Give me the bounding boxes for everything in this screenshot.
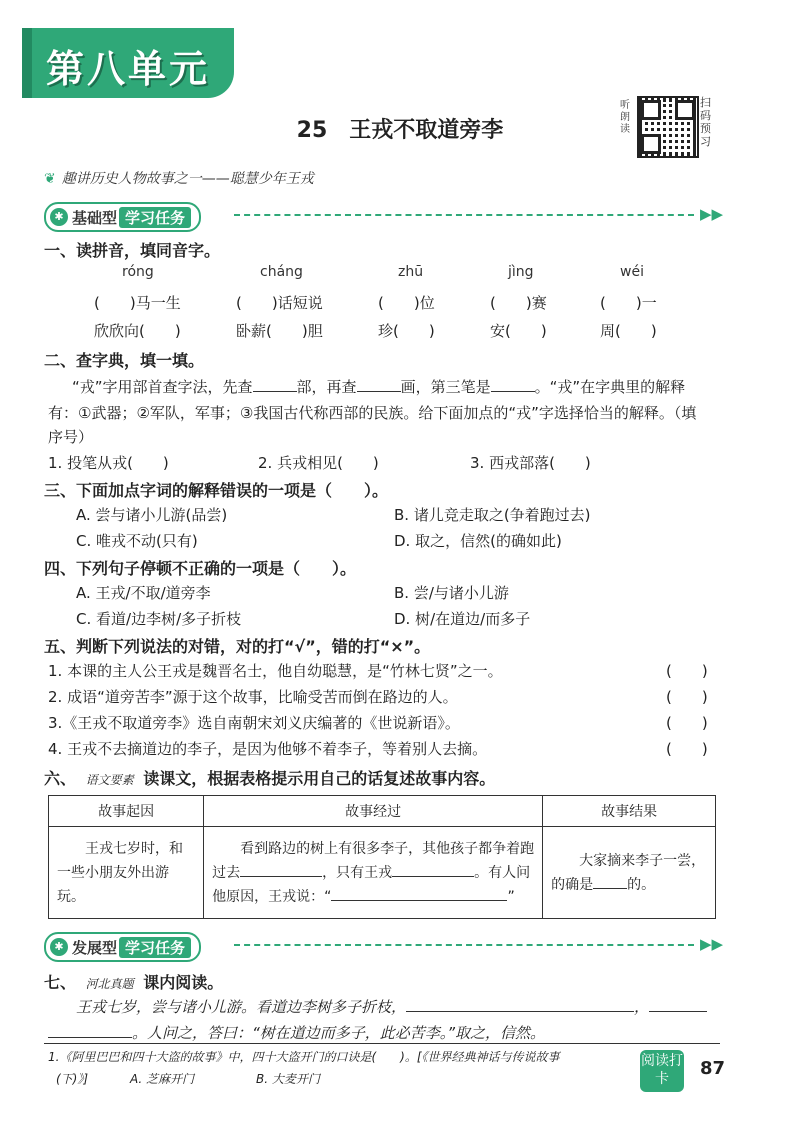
qr-eye (641, 100, 661, 120)
q2-item[interactable]: 2. 兵戎相见( ) (258, 454, 379, 472)
q5-statement: 1. 本课的主人公王戎是魏晋名士，他自幼聪慧，是“竹林七贤”之一。 (48, 662, 503, 680)
table-header-process: 故事经过 (204, 796, 543, 827)
blank-passage-3[interactable] (48, 1037, 132, 1038)
q5-answer-bracket[interactable]: ( ) (666, 688, 708, 706)
footer-question-cont: (下)》] (56, 1072, 89, 1086)
q5-answer-bracket[interactable]: ( ) (666, 740, 708, 758)
q5-answer-bracket[interactable]: ( ) (666, 662, 708, 680)
q2-paragraph-line1: “戎”字用部首查字法，先查 部，再查 画，第三笔是 。“戎”在字典里的解释 (72, 378, 686, 396)
qr-block[interactable] (620, 96, 720, 156)
lightbulb-icon: ✱ (50, 938, 68, 956)
table-cell-process: 看到路边的树上有很多李子，其他孩子都争着跑 过去 ，只有王戎 。有人问 他原因，王戎说：“ ” (204, 827, 543, 919)
pinyin-5: wéi (620, 264, 644, 280)
q1-row2-item[interactable]: 卧薪( )胆 (236, 322, 323, 340)
q7-passage-line1: 王戎七岁，尝与诸小儿游。看道边李树多子折枝， ， (76, 996, 707, 1017)
leaf-icon: ❦ (44, 171, 56, 187)
qr-preview-label: 扫码预习 (700, 96, 711, 148)
q1-row1-item[interactable]: ( )一 (600, 294, 657, 312)
page-number: 87 (700, 1058, 726, 1079)
q1-row1-item[interactable]: ( )话短说 (236, 294, 323, 312)
story-table (48, 795, 716, 919)
q1-row2-item[interactable]: 周( ) (600, 322, 657, 340)
double-arrow-icon: ▶▶ (700, 205, 724, 223)
pinyin-3: zhū (398, 264, 424, 280)
table-cell-result: 大家摘来李子一尝， 的确是 的。 (543, 827, 716, 919)
q5-answer-bracket[interactable]: ( ) (666, 714, 708, 732)
pinyin-4: jìng (508, 264, 534, 280)
q5-statement: 2. 成语“道旁苦李”源于这个故事，比喻受苦而倒在路边的人。 (48, 688, 458, 706)
q1-heading: 一、读拼音，填同音字。 (44, 241, 221, 260)
q1-row2-item[interactable]: 欣欣向( ) (94, 322, 181, 340)
pinyin-2: cháng (260, 264, 303, 280)
q5-heading: 五、判断下列说法的对错，对的打“√”，错的打“×”。 (44, 637, 431, 656)
q6-tag: 语文要素 (85, 773, 134, 787)
q7-heading: 七、 河北真题 课内阅读。 (44, 973, 224, 992)
q1-row2-item[interactable]: 安( ) (490, 322, 547, 340)
qr-code-icon[interactable] (637, 96, 699, 158)
q4-heading: 四、下列句子停顿不正确的一项是（ ）。 (44, 559, 357, 578)
footer-question: 1.《阿里巴巴和四十大盗的故事》中，四十大盗开门的口诀是( )。[《世界经典神话与传说故事 (48, 1050, 560, 1064)
blank-passage-2[interactable] (649, 1011, 707, 1012)
section-basic (44, 202, 724, 228)
q3-option-b[interactable]: B. 诸儿竞走取之(争着跑过去) (394, 506, 591, 524)
q4-option-b[interactable]: B. 尝/与诸小儿游 (394, 584, 509, 602)
unit-label: 第八单元 (46, 47, 211, 91)
q2-paragraph-line3: 序号） (48, 428, 94, 446)
reading-checkin-badge: 阅读打卡 (640, 1050, 684, 1092)
q5-statement: 3.《王戎不取道旁李》选自南朝宋刘义庆编著的《世说新语》。 (48, 714, 460, 732)
section-development (44, 932, 724, 958)
table-header-result: 故事结果 (543, 796, 716, 827)
double-arrow-icon: ▶▶ (700, 935, 724, 953)
section-divider (234, 944, 694, 946)
table-cell-cause: 王戎七岁时，和一些小朋友外出游玩。 (49, 827, 204, 919)
blank-passage-1[interactable] (406, 1011, 634, 1012)
blank-wangrong-reply[interactable] (331, 900, 507, 901)
q3-heading: 三、下面加点字词的解释错误的一项是（ ）。 (44, 481, 389, 500)
q3-option-c[interactable]: C. 唯戎不动(只有) (76, 532, 198, 550)
q4-option-c[interactable]: C. 看道/边李树/多子折枝 (76, 610, 242, 628)
q3-option-d[interactable]: D. 取之，信然(的确如此) (394, 532, 562, 550)
q7-passage-line2: 。人问之，答曰：“树在道边而多子，此必苦李。”取之，信然。 (48, 1022, 545, 1043)
q4-option-a[interactable]: A. 王戎/不取/道旁李 (76, 584, 211, 602)
q4-option-d[interactable]: D. 树/在道边/而多子 (394, 610, 531, 628)
qr-eye (641, 134, 661, 154)
blank-result[interactable] (593, 888, 627, 889)
unit-tab (22, 28, 234, 98)
table-header-cause: 故事起因 (49, 796, 204, 827)
q2-paragraph-line2: 有：①武器；②军队，军事；③我国古代称西部的民族。给下面加点的“戎”字选择恰当的解释。（填 (48, 404, 697, 422)
footer-option-b[interactable]: B. 大麦开门 (256, 1072, 320, 1086)
section-divider (234, 214, 694, 216)
q1-row2-item[interactable]: 珍( ) (378, 322, 435, 340)
blank-others-action[interactable] (240, 876, 322, 877)
section-badge: ✱ 发展型 学习任务 (44, 932, 201, 962)
lesson-subtitle: ❦ 趣讲历史人物故事之一——聪慧少年王戎 (44, 171, 314, 187)
q7-tag: 河北真题 (85, 977, 134, 991)
qr-eye (675, 100, 695, 120)
q2-heading: 二、查字典，填一填。 (44, 351, 205, 370)
pinyin-1: róng (122, 264, 154, 280)
lightbulb-icon: ✱ (50, 208, 68, 226)
qr-listen-label: 听朗读 (620, 100, 630, 135)
q6-heading: 六、 语文要素 读课文，根据表格提示用自己的话复述故事内容。 (44, 769, 496, 788)
q2-item[interactable]: 1. 投笔从戎( ) (48, 454, 169, 472)
blank-radical[interactable] (253, 391, 297, 392)
q1-row1-item[interactable]: ( )赛 (490, 294, 547, 312)
q1-row1-item[interactable]: ( )马一生 (94, 294, 181, 312)
unit-tab-shade (22, 28, 32, 98)
blank-strokes[interactable] (357, 391, 401, 392)
lesson-number: 25 (296, 118, 328, 143)
q1-row1-item[interactable]: ( )位 (378, 294, 435, 312)
blank-wangrong-action[interactable] (392, 876, 474, 877)
footer-divider (44, 1043, 720, 1044)
lesson-title-text: 王戎不取道旁李 (349, 118, 504, 143)
q2-item[interactable]: 3. 西戎部落( ) (470, 454, 591, 472)
q5-statement: 4. 王戎不去摘道边的李子，是因为他够不着李子，等着别人去摘。 (48, 740, 488, 758)
footer-option-a[interactable]: A. 芝麻开门 (130, 1072, 195, 1086)
section-badge: ✱ 基础型 学习任务 (44, 202, 201, 232)
blank-third-stroke[interactable] (491, 391, 535, 392)
q3-option-a[interactable]: A. 尝与诸小儿游(品尝) (76, 506, 228, 524)
